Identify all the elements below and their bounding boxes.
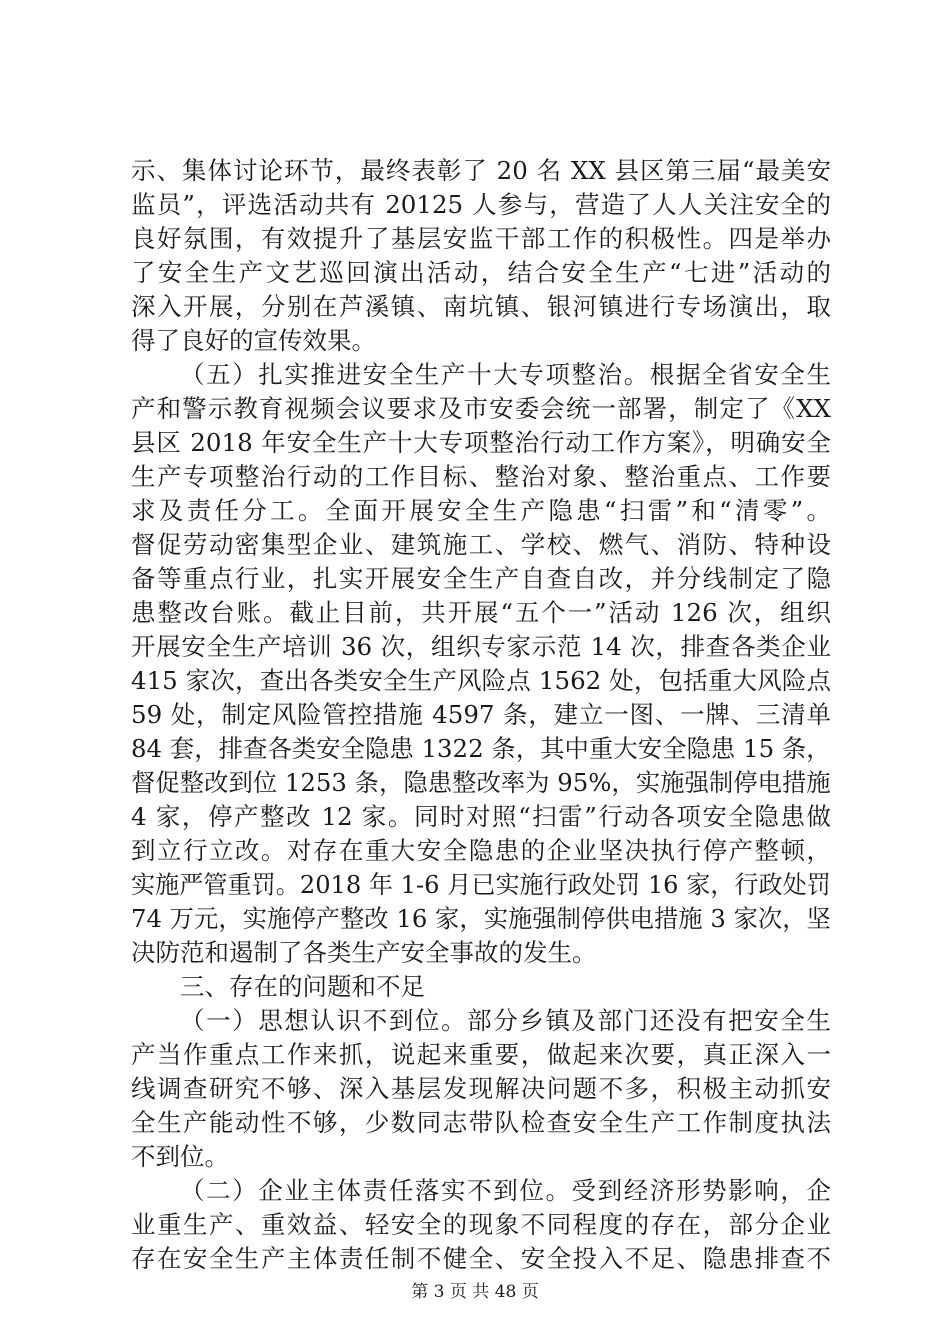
paragraph-first-line: （五）扎实推进安全生产十大专项整治。根据全省安全生 — [180, 360, 831, 389]
paragraph-line: 得了良好的宣传效果。 — [131, 326, 376, 355]
paragraph-line: 备等重点行业，扎实开展安全生产自查自改，并分线制定了隐 — [131, 564, 831, 593]
paragraph-first-line: （二）企业主体责任落实不到位。受到经济形势影响，企 — [180, 1176, 831, 1205]
paragraph-line: 415 家次，查出各类安全生产风险点 1562 处，包括重大风险点 — [131, 666, 831, 695]
paragraph-line: 全生产能动性不够，少数同志带队检查安全生产工作制度执法 — [131, 1108, 831, 1137]
paragraph-line: 到立行立改。对存在重大安全隐患的企业坚决执行停产整顿， — [131, 836, 831, 865]
paragraph-line: 督促整改到位 1253 条，隐患整改率为 95%，实施强制停电措施 — [131, 768, 831, 797]
paragraph-line: 求及责任分工。全面开展安全生产隐患“扫雷”和“清零”。 — [131, 496, 831, 525]
page-number-footer: 第 3 页 共 48 页 — [411, 1282, 539, 1302]
paragraph-line: 产和警示教育视频会议要求及市安委会统一部署，制定了《XX — [131, 394, 831, 423]
paragraph-line: 良好氛围，有效提升了基层安监干部工作的积极性。四是举办 — [131, 224, 831, 253]
paragraph-line: 深入开展，分别在芦溪镇、南坑镇、银河镇进行专场演出，取 — [131, 292, 831, 321]
paragraph-line: 县区 2018 年安全生产十大专项整治行动工作方案》，明确安全 — [131, 428, 831, 457]
paragraph-line: 督促劳动密集型企业、建筑施工、学校、燃气、消防、特种设 — [131, 530, 831, 559]
paragraph-line: 59 处，制定风险管控措施 4597 条，建立一图、一牌、三清单 — [131, 700, 831, 729]
paragraph-first-line: （一）思想认识不到位。部分乡镇及部门还没有把安全生 — [180, 1006, 831, 1035]
paragraph-line: 监员”，评选活动共有 20125 人参与，营造了人人关注安全的 — [131, 190, 831, 219]
paragraph-line: 示、集体讨论环节，最终表彰了 20 名 XX 县区第三届“最美安 — [131, 156, 831, 185]
paragraph-line: 不到位。 — [131, 1142, 229, 1171]
paragraph-line: 74 万元，实施停产整改 16 家，实施强制停供电措施 3 家次，坚 — [131, 904, 831, 933]
paragraph-line: 4 家，停产整改 12 家。同时对照“扫雷”行动各项安全隐患做 — [131, 802, 831, 831]
paragraph-line: 84 套，排查各类安全隐患 1322 条，其中重大安全隐患 15 条， — [131, 734, 831, 763]
paragraph-line: 了安全生产文艺巡回演出活动，结合安全生产“七进”活动的 — [131, 258, 831, 287]
paragraph-line: 业重生产、重效益、轻安全的现象不同程度的存在，部分企业 — [131, 1210, 831, 1239]
paragraph-line: 产当作重点工作来抓，说起来重要，做起来次要，真正深入一 — [131, 1040, 831, 1069]
paragraph-line: 患整改台账。截止目前，共开展“五个一”活动 126 次，组织 — [131, 598, 831, 627]
paragraph-line: 实施严管重罚。2018 年 1-6 月已实施行政处罚 16 家，行政处罚 — [131, 870, 831, 899]
section-heading: 三、存在的问题和不足 — [180, 972, 425, 1001]
paragraph-line: 生产专项整治行动的工作目标、整治对象、整治重点、工作要 — [131, 462, 831, 491]
paragraph-line: 开展安全生产培训 36 次，组织专家示范 14 次，排查各类企业 — [131, 632, 831, 661]
paragraph-line: 决防范和遏制了各类生产安全事故的发生。 — [131, 938, 597, 967]
paragraph-line: 线调查研究不够、深入基层发现解决问题不多，积极主动抓安 — [131, 1074, 831, 1103]
paragraph-line: 存在安全生产主体责任制不健全、安全投入不足、隐患排查不 — [131, 1244, 831, 1273]
